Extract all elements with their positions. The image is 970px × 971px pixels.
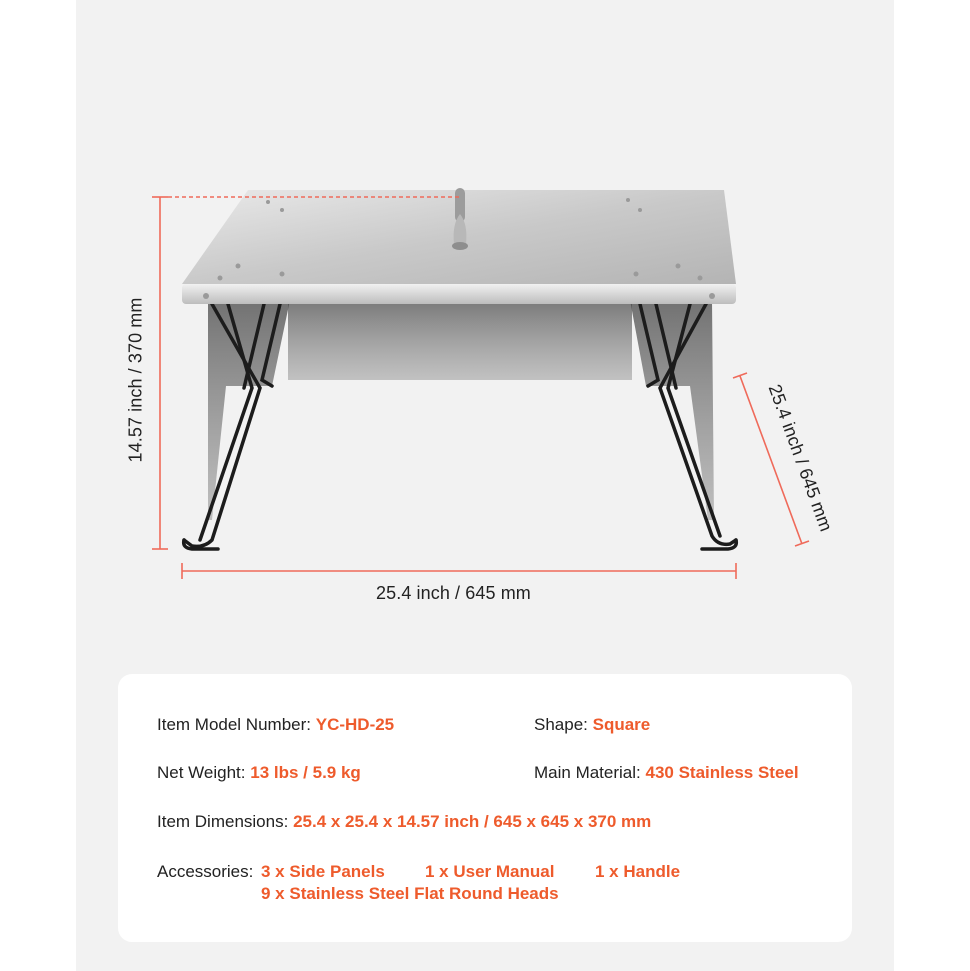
spec-accessories-label: Accessories: — [157, 862, 254, 881]
width-label: 25.4 inch / 645 mm — [376, 583, 531, 603]
spec-shape — [534, 715, 650, 735]
spec-dimensions-label: Item Dimensions: — [157, 812, 289, 831]
table-top-edge — [182, 284, 736, 304]
accessory-item: 3 x Side Panels — [261, 862, 385, 881]
back-side-panel — [288, 300, 632, 380]
specifications-card — [118, 674, 852, 942]
spec-material — [534, 763, 799, 783]
spec-accessories — [157, 862, 817, 912]
spec-shape-value: Square — [592, 715, 651, 734]
spec-model — [157, 715, 394, 735]
spec-model-value: YC-HD-25 — [315, 715, 395, 734]
spec-material-value: 430 Stainless Steel — [645, 763, 799, 782]
left-side-panel — [208, 300, 290, 520]
accessory-item: 9 x Stainless Steel Flat Round Heads — [261, 884, 559, 903]
spec-material-label: Main Material: — [534, 763, 641, 782]
spec-shape-label: Shape: — [534, 715, 588, 734]
spec-weight-label: Net Weight: — [157, 763, 246, 782]
spec-model-label: Item Model Number: — [157, 715, 311, 734]
depth-label: 25.4 inch / 645 mm — [764, 381, 837, 535]
height-label: 14.57 inch / 370 mm — [125, 297, 146, 463]
spec-dimensions — [157, 812, 651, 832]
accessory-item: 1 x Handle — [595, 862, 681, 881]
spec-weight — [157, 763, 361, 783]
spec-dimensions-value: 25.4 x 25.4 x 14.57 inch / 645 x 645 x 370 mm — [293, 812, 652, 831]
accessory-item: 1 x User Manual — [425, 862, 555, 881]
spec-weight-value: 13 lbs / 5.9 kg — [250, 763, 361, 782]
